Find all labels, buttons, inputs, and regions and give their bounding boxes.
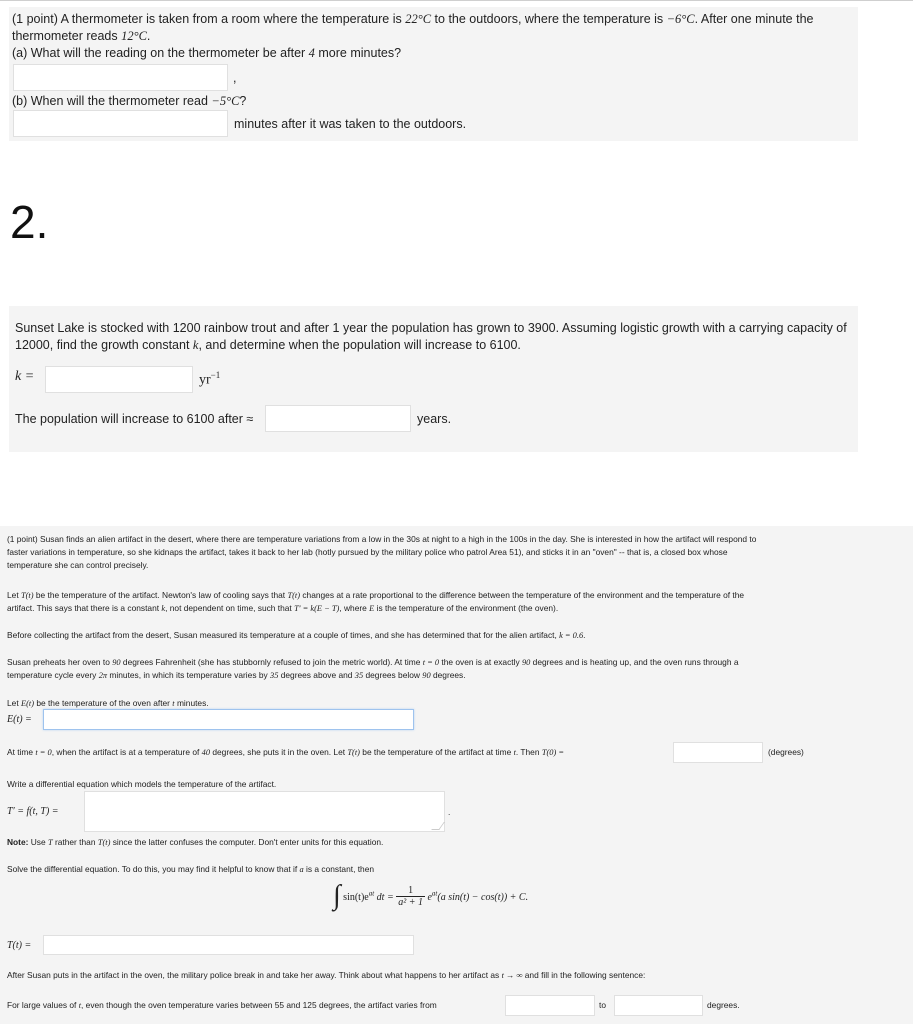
problem-1-part-a-question: (a) What will the reading on the thermometer be after 4 more minutes? bbox=[12, 46, 402, 60]
k-label: k = bbox=[15, 369, 35, 384]
population-prefix: The population will increase to 6100 after ≈ bbox=[15, 412, 254, 426]
problem-1-line-1: (1 point) A thermometer is taken from a room where the temperature is 22°C to the outdoors, where the temperature is −6°C. After one minute the bbox=[12, 12, 814, 26]
problem-2-statement bbox=[15, 320, 855, 354]
final-sentence: For large values of t, even though the oven temperature varies between 55 and 125 degrees, the artifact varies from bbox=[7, 1000, 437, 1010]
problem-2-line-1: Sunset Lake is stocked with 1200 rainbow trout and after 1 year the population has grown to 3900. Assuming logistic growth with a carrying capacity of bbox=[15, 321, 847, 335]
range-from-input[interactable] bbox=[505, 995, 595, 1016]
Tt-label: T(t) = bbox=[7, 940, 32, 951]
years-input[interactable] bbox=[265, 405, 411, 432]
range-to-label: to bbox=[599, 1000, 606, 1010]
part-b-answer-input[interactable] bbox=[13, 110, 228, 137]
k-unit: $yr^{-1}$ bbox=[199, 370, 221, 388]
years-suffix: years. bbox=[417, 412, 452, 426]
T0-input[interactable] bbox=[673, 742, 763, 763]
part-b-suffix: minutes after it was taken to the outdoors. bbox=[234, 117, 467, 131]
k-input[interactable] bbox=[45, 366, 193, 393]
note-line: Note: Use T rather than T(t) since the latter confuses the computer. Don't enter units for this equation. bbox=[7, 837, 384, 847]
integral-formula: ∫ $\sin(t)e^{at}$ dt = $\frac{1}{\text{a² + 1}}$ $e^{at}(a$ sin(t) − cos(t)) + C. bbox=[333, 880, 529, 911]
range-degrees-label: degrees. bbox=[707, 1000, 740, 1010]
Tprime-textarea[interactable] bbox=[84, 791, 445, 832]
T0-unit: (degrees) bbox=[768, 747, 804, 757]
problem-3-intro: (1 point) Susan finds an alien artifact in the desert, where there are temperature variations from a low in the 30s at night to a high in the 100s in the day. She is interested in how the artifact will respond to faster variations in temperature, so she kidnaps the artifact, takes it back to her lab (hotly pursued by the military police who patrol Area 51), and sticks it in an "oven" -- that is, a closed box whose temperature she can control precisely. bbox=[7, 534, 757, 570]
E-label: E(t) = bbox=[7, 714, 32, 725]
k-value-paragraph: Before collecting the artifact from the desert, Susan measured its temperature at a couple of times, and she has determined that for the alien artifact, k = 0.6. bbox=[7, 630, 586, 640]
oven-temp-label-line: Let E(t) be the temperature of the oven after t minutes. bbox=[7, 698, 209, 708]
part-a-answer-input[interactable] bbox=[13, 64, 228, 91]
problem-1-part-b-question: (b) When will the thermometer read −5°C? bbox=[12, 94, 247, 108]
range-to-input[interactable] bbox=[614, 995, 703, 1016]
integral-fraction: $\frac{1}{\text{a² + 1}}$ bbox=[398, 884, 423, 908]
Tprime-period: . bbox=[448, 807, 451, 817]
problem-1-statement bbox=[12, 11, 852, 62]
E-input[interactable] bbox=[43, 709, 414, 730]
resize-grip-icon[interactable] bbox=[431, 822, 445, 830]
part-a-comma: , bbox=[233, 71, 237, 85]
long-term-instruction: After Susan puts in the artifact in the oven, the military police break in and take her away. Think about what happens to her artifact as t → ∞ and fill in the following sentence: bbox=[7, 970, 646, 980]
solve-instruction: Solve the differential equation. To do this, you may find it helpful to know that if a is a constant, then bbox=[7, 864, 375, 874]
diffeq-instruction: Write a differential equation which models the temperature of the artifact. bbox=[7, 779, 277, 789]
problem-2-line-2: 12000, find the growth constant k, and determine when the population will increase to 6100. bbox=[15, 338, 521, 352]
Tprime-label: T′ = f(t, T) = bbox=[7, 806, 59, 817]
initial-temp-line: At time t = 0, when the artifact is at a temperature of 40 degrees, she puts it in the oven. Let T(t) be the temperature of the artifact at time t. Then T(0) = bbox=[7, 747, 564, 757]
Tt-input[interactable] bbox=[43, 935, 414, 955]
problem-1-line-2: thermometer reads 12°C. bbox=[12, 29, 151, 43]
top-divider bbox=[0, 0, 913, 4]
oven-paragraph: Susan preheats her oven to 90 degrees Fahrenheit (she has stubbornly refused to join the metric world). At time t = 0 the oven is at exactly 90 degrees and is heating up, and the oven runs through a temperature cycle every 2π minutes, in which its temperature varies by 35 degrees above and 35 degrees below 90 degrees. bbox=[7, 657, 739, 680]
newton-law-paragraph: Let T(t) be the temperature of the artifact. Newton's law of cooling says that T(t) changes at a rate proportional to the difference between the temperature of the environment and the temperature of the artifact. This says that there is a constant k, not dependent on time, such that T′ = k(E − T), where E is the temperature of the environment (the oven). bbox=[7, 590, 745, 613]
section-number: 2. bbox=[10, 196, 49, 248]
